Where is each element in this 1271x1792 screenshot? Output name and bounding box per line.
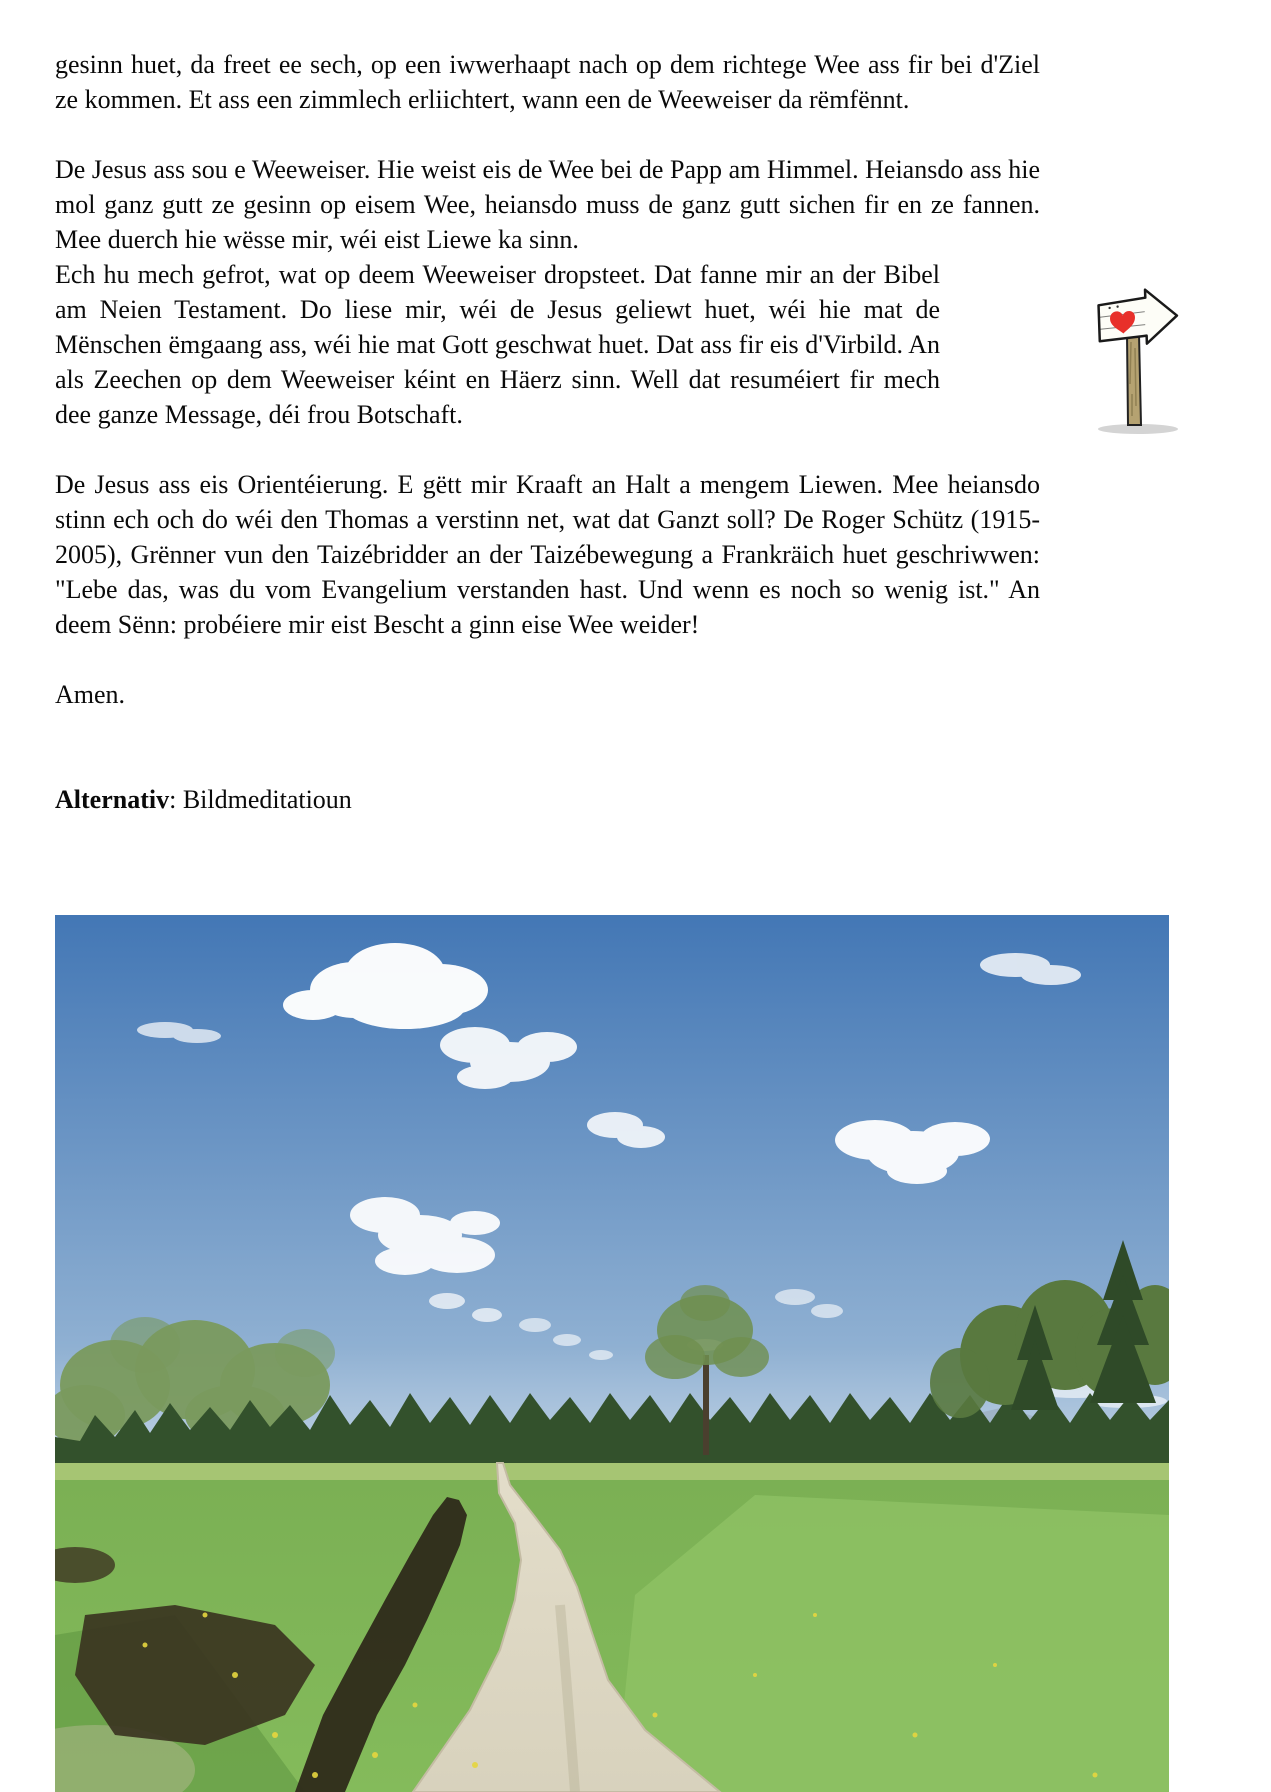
paragraph-3: Ech hu mech gefrot, wat op deem Weeweiser dropsteet. Dat fanne mir an der Bibel am Neien Testament. Do liese mir, wéi de Jesus geliewt huet, wéi hie mat de Mënschen ëmgaang ass, wéi hie mat Gott geschwat huet. Dat ass fir eis d'Virbild. An als Zeechen op dem Weeweiser kéint en Häerz sinn. Well dat resuméiert fir mech dee ganze Message, déi frou Botschaft. <box>55 260 940 429</box>
alternativ-label: Alternativ <box>55 785 170 814</box>
text-column <box>55 47 1040 817</box>
paragraph-2: De Jesus ass sou e Weeweiser. Hie weist eis de Wee bei de Papp am Himmel. Heiansdo ass hie mol ganz gutt ze gesinn op eisem Wee, heiansdo muss de ganz gutt sichen fir en ze fannen. Mee duerch hie wësse mir, wéi eist Liewe ka sinn. <box>55 155 1040 254</box>
paragraph-4: De Jesus ass eis Orientéierung. E gëtt mir Kraaft an Halt a mengem Liewen. Mee heiansdo stinn ech och do wéi den Thomas a verstinn net, wat dat Ganzt soll? De Roger Schütz (1915-2005), Grënner vun den Taizébridder an der Taizébewegung a Frankräich huet geschriwwen: "Lebe das, was du vom Evangelium verstanden hast. Und wenn es noch so wenig ist." An deem Sënn: probéiere mir eist Bescht a ginn eise Wee weider! <box>55 470 1040 639</box>
paragraph-1: gesinn huet, da freet ee sech, op een iwwerhaapt nach op dem richtege Wee ass fir bei d'Ziel ze kommen. Et ass een zimmlech erliichtert, wann een de Weeweiser da rëmfënnt. <box>55 50 1040 114</box>
signpost-post <box>1127 334 1141 425</box>
alternativ-rest: : Bildmeditatioun <box>169 785 352 814</box>
alternativ-line <box>55 782 1040 817</box>
meadow-path-photo <box>55 915 1169 1792</box>
heart-signpost-illustration <box>1096 284 1182 436</box>
signpost-arrow-board <box>1098 289 1178 346</box>
amen-line: Amen. <box>55 680 126 709</box>
signpost-svg <box>1096 284 1182 436</box>
photo-svg <box>55 915 1169 1792</box>
